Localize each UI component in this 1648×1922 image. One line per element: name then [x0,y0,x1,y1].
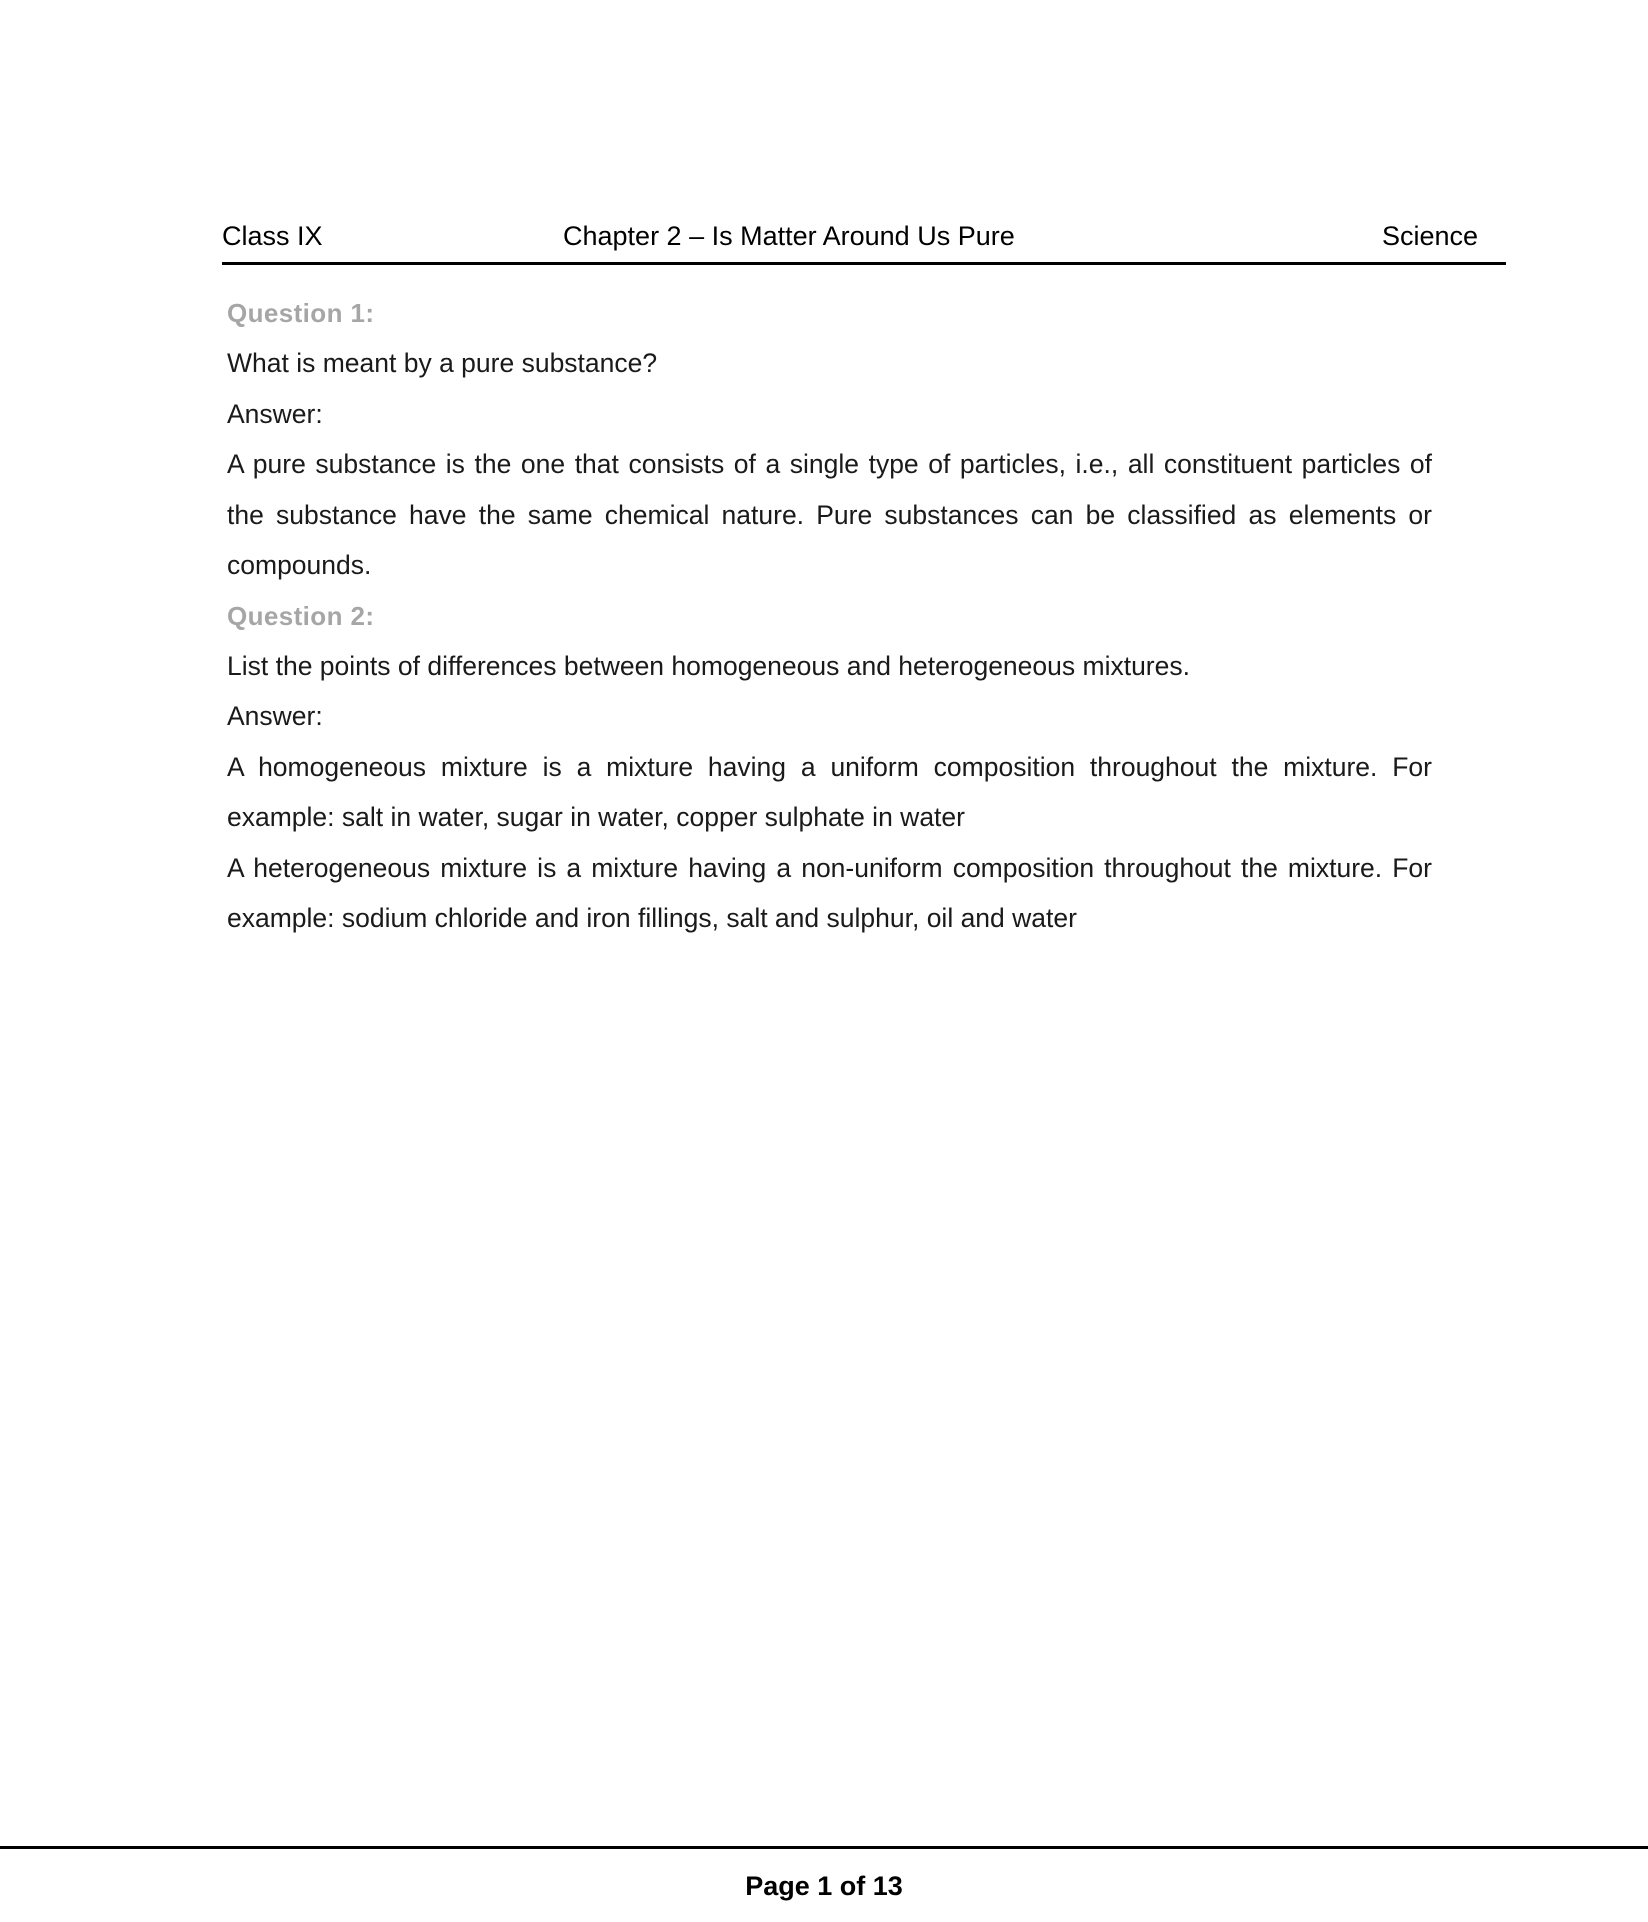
header-class-label: Class IX [222,221,323,251]
question-label-2: Question 2: [227,600,375,631]
question-text-1: What is meant by a pure substance? [227,348,658,378]
answer-paragraph-2-1: A homogeneous mixture is a mixture having a uniform composition throughout the mixture. For example: salt in water, sugar in water, copper sulphate in water [227,751,1432,832]
answer-paragraph-1-1: A pure substance is the one that consists of a single type of particles, i.e., all constituent particles of the substance have the same chemical nature. Pure substances can be classified as elements or compounds. [227,449,1432,580]
qa-block-1 [227,288,1432,591]
qa-block-2 [227,591,1432,944]
header-row [222,216,1506,262]
question-label-1: Question 1: [227,298,375,328]
page-header [222,216,1506,265]
footer-page-number: Page 1 of 13 [745,1871,903,1901]
header-chapter-title: Chapter 2 – Is Matter Around Us Pure [563,221,1015,251]
question-text-2: List the points of differences between homogeneous and heterogeneous mixtures. [227,650,1190,681]
answer-label-1: Answer: [227,398,323,429]
footer-divider [0,1846,1648,1849]
page-content [227,288,1432,944]
answer-paragraph-2-2: A heterogeneous mixture is a mixture having a non-uniform composition throughout the mixture. For example: sodium chloride and iron fillings, salt and sulphur, oil and water [227,852,1432,933]
header-subject-label: Science [1381,221,1478,251]
answer-label-2: Answer: [227,701,323,731]
